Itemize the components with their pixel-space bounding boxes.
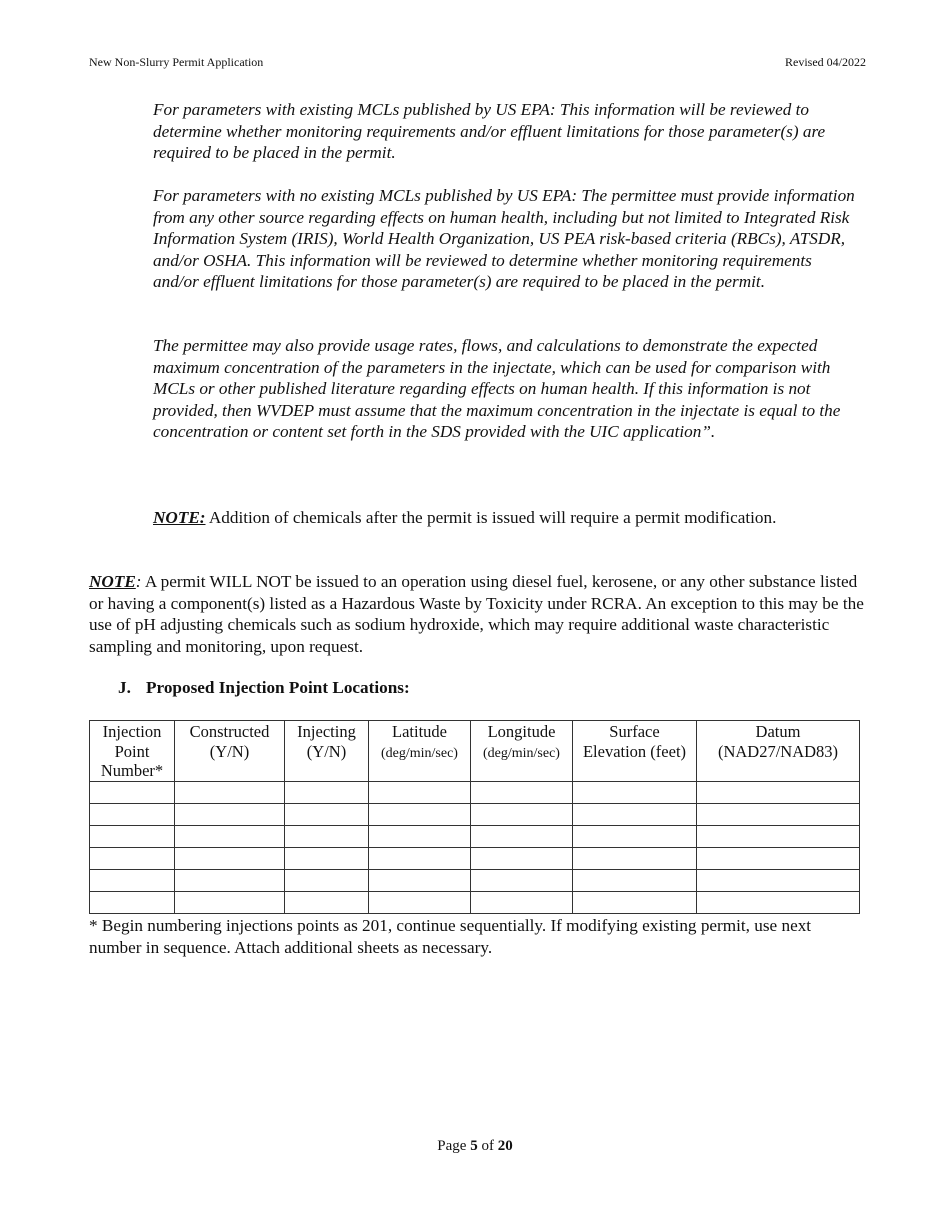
paragraph-existing-mcls: For parameters with existing MCLs published by US EPA: This information will be reviewed to determine whether monitoring requirements and/or effluent limitations for those parameter(s) are required to be placed in the permit. xyxy=(153,100,826,162)
table-cell[interactable] xyxy=(697,781,860,803)
table-cell[interactable] xyxy=(573,891,697,913)
injection-point-table xyxy=(89,720,860,914)
table-row xyxy=(90,781,860,803)
table-cell[interactable] xyxy=(90,869,175,891)
table-row xyxy=(90,803,860,825)
table-cell[interactable] xyxy=(471,891,573,913)
col-injection-point-number: Injection Point Number* xyxy=(90,721,175,782)
table-cell[interactable] xyxy=(369,891,471,913)
table-cell[interactable] xyxy=(285,803,369,825)
table-row xyxy=(90,825,860,847)
table-cell[interactable] xyxy=(573,847,697,869)
col-injecting: Injecting (Y/N) xyxy=(285,721,369,782)
table-cell[interactable] xyxy=(285,869,369,891)
section-title: Proposed Injection Point Locations: xyxy=(146,678,410,697)
table-cell[interactable] xyxy=(90,781,175,803)
paragraph-usage-rates: The permittee may also provide usage rates, flows, and calculations to demonstrate the expected maximum concentration of the parameters in the injectate, which can be used for comparison with MCLs or other published literature regarding effects on human health. If this information is not provided, then WVDEP must assume that the maximum concentration in the injectate is equal to the concentration or content set forth in the SDS provided with the UIC application”. xyxy=(153,336,841,441)
table-cell[interactable] xyxy=(90,847,175,869)
table-cell[interactable] xyxy=(697,891,860,913)
table-cell[interactable] xyxy=(573,781,697,803)
header-revision: Revised 04/2022 xyxy=(785,55,866,69)
table-cell[interactable] xyxy=(175,803,285,825)
note-diesel-fuel xyxy=(89,571,864,657)
table-footnote: * Begin numbering injections points as 201, continue sequentially. If modifying existing permit, use next number in sequence. Attach additional sheets as necessary. xyxy=(89,916,812,957)
col-constructed: Constructed (Y/N) xyxy=(175,721,285,782)
table-cell[interactable] xyxy=(471,803,573,825)
table-row xyxy=(90,847,860,869)
table-cell[interactable] xyxy=(573,869,697,891)
table-cell[interactable] xyxy=(90,803,175,825)
table-header-row xyxy=(90,721,860,782)
table-row xyxy=(90,869,860,891)
header-title: New Non-Slurry Permit Application xyxy=(89,55,264,69)
note-text: A permit WILL NOT be issued to an operation using diesel fuel, kerosene, or any other substance listed or having a component(s) listed as a Hazardous Waste by Toxicity under RCRA. An exception to this may be the use of pH adjusting chemicals such as sodium hydroxide, which may require additional waste characteristic sampling and monitoring, upon request. xyxy=(89,572,864,656)
col-datum: Datum (NAD27/NAD83) xyxy=(697,721,860,782)
table-cell[interactable] xyxy=(697,869,860,891)
table-cell[interactable] xyxy=(697,847,860,869)
col-longitude: Longitude (deg/min/sec) xyxy=(471,721,573,782)
table-cell[interactable] xyxy=(175,781,285,803)
table-cell[interactable] xyxy=(471,847,573,869)
table-cell[interactable] xyxy=(697,803,860,825)
table-cell[interactable] xyxy=(175,847,285,869)
section-heading xyxy=(118,678,410,698)
note-label: NOTE xyxy=(89,572,136,591)
col-surface-elevation: Surface Elevation (feet) xyxy=(573,721,697,782)
table-cell[interactable] xyxy=(471,869,573,891)
table-cell[interactable] xyxy=(175,869,285,891)
table-cell[interactable] xyxy=(285,825,369,847)
table-cell[interactable] xyxy=(285,891,369,913)
table-cell[interactable] xyxy=(285,847,369,869)
section-letter: J. xyxy=(118,678,131,697)
paragraph-no-existing-mcls: For parameters with no existing MCLs published by US EPA: The permittee must provide information from any other source regarding effects on human health, including but not limited to Integrated Risk Information System (IRIS), World Health Organization, US PEA risk-based criteria (RBCs), ATSDR, and/or OSHA. This information will be reviewed to determine whether monitoring requirements and/or effluent limitations for those parameter(s) are required to be placed in the permit. xyxy=(153,186,855,291)
table-cell[interactable] xyxy=(573,825,697,847)
note-chemical-addition xyxy=(153,507,776,529)
table-cell[interactable] xyxy=(697,825,860,847)
table-cell[interactable] xyxy=(369,781,471,803)
table-cell[interactable] xyxy=(175,825,285,847)
table-cell[interactable] xyxy=(471,781,573,803)
table-cell[interactable] xyxy=(285,781,369,803)
table-cell[interactable] xyxy=(369,869,471,891)
table-cell[interactable] xyxy=(90,825,175,847)
note-colon: : xyxy=(135,572,142,591)
table-cell[interactable] xyxy=(90,891,175,913)
table-cell[interactable] xyxy=(369,847,471,869)
col-latitude: Latitude (deg/min/sec) xyxy=(369,721,471,782)
table-cell[interactable] xyxy=(175,891,285,913)
table-cell[interactable] xyxy=(369,803,471,825)
page-number: Page 5 of 20 xyxy=(437,1138,513,1154)
table-cell[interactable] xyxy=(573,803,697,825)
note-text: Addition of chemicals after the permit is issued will require a permit modification. xyxy=(205,508,777,527)
table-cell[interactable] xyxy=(471,825,573,847)
table-cell[interactable] xyxy=(369,825,471,847)
table-row xyxy=(90,891,860,913)
note-label: NOTE: xyxy=(153,508,206,527)
